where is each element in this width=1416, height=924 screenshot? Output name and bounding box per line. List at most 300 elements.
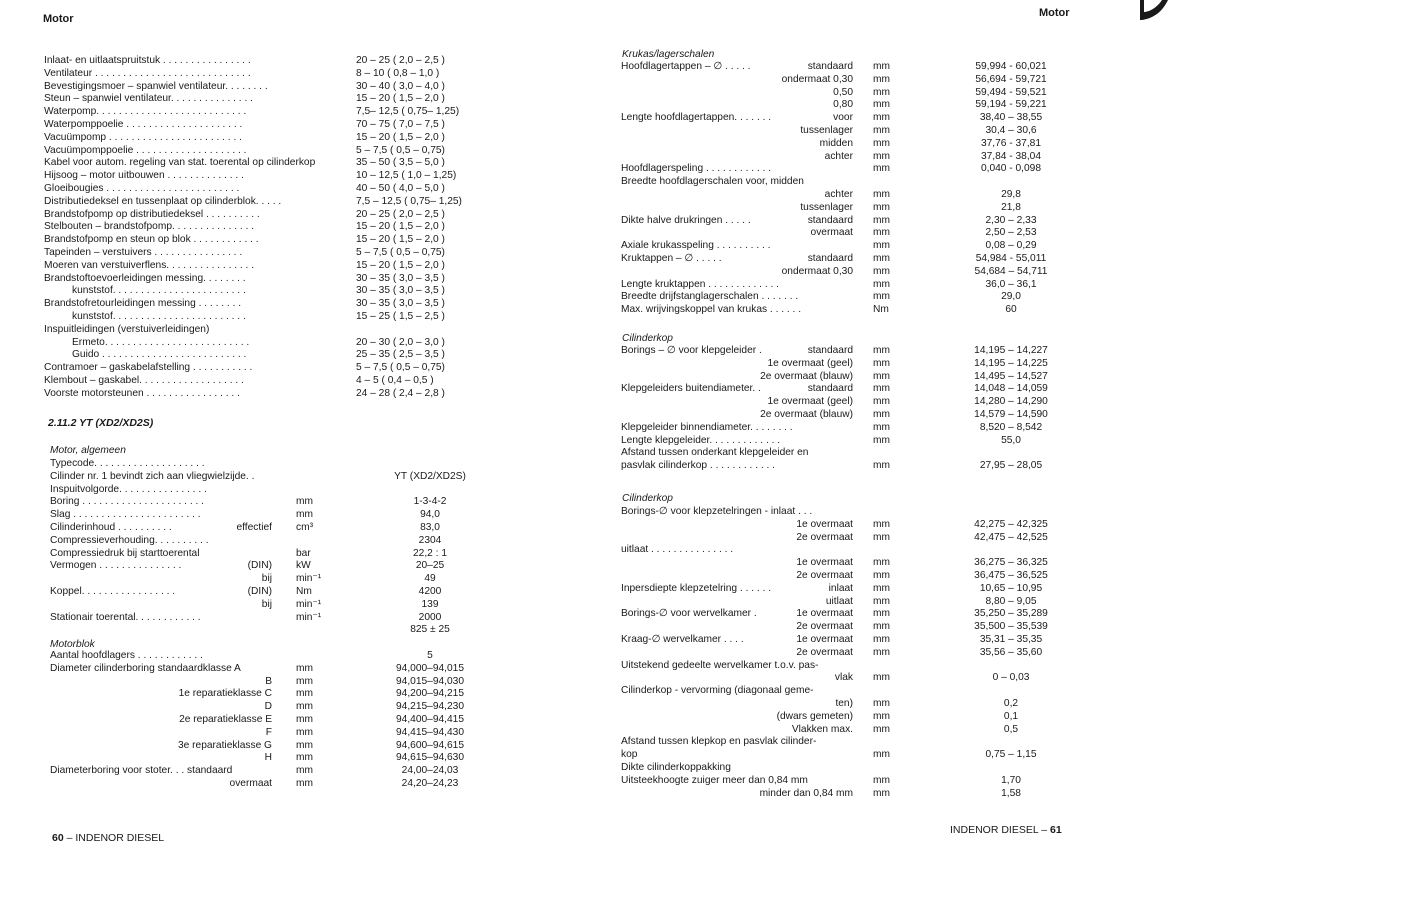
row-sublabel: H (264, 752, 272, 764)
row-label: Dikte cilinderkoppakking (621, 761, 731, 773)
row-unit: mm (296, 688, 313, 700)
row-value: 24 – 28 ( 2,4 – 2,8 ) (356, 387, 445, 399)
row-unit: mm (873, 383, 890, 395)
table-row (44, 209, 504, 222)
table-row (44, 349, 504, 362)
table-row (50, 548, 480, 561)
row-value: 10 – 12,5 ( 1,0 – 1,25) (356, 170, 457, 182)
row-unit: mm (873, 240, 890, 252)
right-page-header: Motor (1039, 7, 1070, 19)
row-label: Guido . . . . . . . . . . . . . . . . . . . . . . . . . . (72, 349, 247, 361)
row-sublabel: uitlaat (825, 595, 853, 607)
row-unit: mm (873, 608, 890, 620)
row-unit: kW (296, 560, 311, 572)
row-value: 35,56 – 35,60 (979, 646, 1043, 658)
table-row (621, 435, 1041, 448)
row-unit: mm (296, 713, 313, 725)
table-row (621, 202, 1041, 215)
table-row (50, 765, 480, 778)
table-row (44, 247, 504, 260)
row-label: Afstand tussen onderkant klepgeleider en (621, 447, 809, 459)
row-sublabel: voor (833, 112, 853, 124)
row-value: 30,4 – 30,6 (985, 124, 1037, 136)
row-value: 139 (421, 598, 439, 610)
table-row (621, 736, 1041, 749)
row-value: 29,8 (1001, 188, 1021, 200)
row-sublabel: 0,50 (833, 86, 853, 98)
cilinderkop-2-table (621, 506, 1048, 800)
row-value: 24,20–24,23 (401, 777, 459, 789)
row-unit: mm (296, 509, 313, 521)
row-label: Klepgeleider binnendiameter. . . . . . . . (621, 421, 793, 433)
table-row (50, 471, 480, 484)
table-row (44, 311, 504, 324)
table-row (44, 132, 504, 145)
row-value: 8 – 10 ( 0,8 – 1,0 ) (356, 67, 440, 79)
row-value: 0,5 (1003, 723, 1019, 735)
row-value: 37,76 - 37,81 (980, 137, 1042, 149)
table-row (50, 586, 480, 599)
row-unit: mm (873, 557, 890, 569)
table-row (50, 663, 480, 676)
row-unit: mm (873, 188, 890, 200)
row-value: 14,280 – 14,290 (974, 396, 1048, 408)
row-label: Brandstofpomp en steun op blok . . . . . . . . . . . . (44, 234, 259, 246)
row-value: 49 (424, 573, 436, 585)
row-label: Hoofdlagertappen – ∅ . . . . . (621, 61, 751, 72)
row-value: 30 – 40 ( 3,0 – 4,0 ) (356, 80, 445, 92)
table-row (44, 285, 504, 298)
row-sublabel: 2e overmaat (796, 621, 853, 633)
row-value: 30 – 35 ( 3,0 – 3,5 ) (356, 298, 445, 310)
table-row (621, 608, 1048, 621)
row-value: 54,684 – 54,711 (974, 265, 1048, 277)
row-label: Moeren van verstuiverflens. . . . . . . . . . . . . . . . (44, 259, 255, 271)
row-label: Tapeinden – verstuivers . . . . . . . . . . . . . . . . (44, 246, 243, 258)
cilinderkop-1-title: Cilinderkop (622, 333, 673, 344)
table-row (50, 727, 480, 740)
right-footer-text: INDENOR DIESEL – (950, 824, 1048, 836)
row-sublabel: 1e overmaat (geel) (767, 357, 853, 369)
motorblok-title: Motorblok (50, 639, 95, 650)
row-unit: mm (873, 723, 890, 735)
table-row (44, 324, 504, 337)
table-row (50, 535, 480, 548)
table-row (621, 99, 1047, 112)
row-label: Bevestigingsmoer – spanwiel ventilateur. . . . . . . . (44, 80, 268, 92)
table-row (621, 621, 1048, 634)
row-value: 0,2 (1003, 697, 1019, 709)
row-label: Compressiedruk bij starttoerental (50, 547, 200, 559)
row-sublabel: effectief (236, 521, 272, 533)
table-row (44, 145, 504, 158)
table-row (621, 291, 1041, 304)
table-row (44, 375, 504, 388)
row-value: 59,194 - 59,221 (975, 99, 1047, 111)
row-label: Diameter cilinderboring standaardklasse A (50, 662, 241, 674)
row-sublabel: achter (824, 150, 853, 162)
row-label: Steun – spanwiel ventilateur. . . . . . . . . . . . . . . (44, 93, 253, 105)
row-label: Breedte hoofdlagerschalen voor, midden (621, 176, 804, 188)
section-title: 2.11.2 YT (XD2/XD2S) (48, 417, 154, 429)
row-label: uitlaat . . . . . . . . . . . . . . . (621, 544, 734, 556)
table-row (621, 370, 1048, 384)
row-label: kunststof. . . . . . . . . . . . . . . . . . . . . . . . (72, 285, 246, 297)
row-label: Kraag-∅ wervelkamer . . . . (621, 633, 744, 645)
row-value: 35,250 – 35,289 (974, 608, 1048, 620)
row-label: Inspuitleidingen (verstuiverleidingen) (44, 323, 210, 335)
left-footer (52, 832, 164, 844)
row-sublabel: standaard (807, 345, 853, 356)
row-label: Distributiedeksel en tussenplaat op cilinderblok. . . . . (44, 195, 282, 207)
table-row (621, 724, 1041, 737)
table-row (621, 544, 1041, 557)
row-unit: mm (873, 370, 890, 382)
row-label: Lengte klepgeleider. . . . . . . . . . . . . (621, 434, 781, 446)
table-row (621, 634, 1041, 647)
table-row (621, 762, 1041, 775)
table-row (44, 106, 504, 119)
table-row (621, 86, 1047, 100)
row-value: 30 – 35 ( 3,0 – 3,5 ) (356, 272, 445, 284)
table-row (621, 227, 1041, 240)
row-unit: mm (296, 662, 313, 674)
table-row (44, 183, 504, 196)
row-label: Contramoer – gaskabelafstelling . . . . . . . . . . . (44, 362, 253, 374)
row-sublabel: 1e overmaat (geel) (767, 396, 853, 408)
table-row (621, 252, 1047, 266)
row-label: Uitstekend gedeelte wervelkamer t.o.v. pas- (621, 659, 819, 671)
table-row (50, 612, 480, 625)
table-row (44, 170, 504, 183)
table-row (50, 676, 480, 689)
row-value: 94,400–94,415 (396, 713, 464, 725)
row-value: 825 ± 25 (410, 624, 450, 636)
row-value: 15 – 20 ( 1,5 – 2,0 ) (356, 259, 445, 271)
row-sublabel: 2e reparatieklasse E (179, 713, 272, 725)
row-unit: mm (873, 163, 890, 175)
row-label: Brandstoftoevoerleidingen messing. . . . . . . . (44, 272, 246, 284)
row-sublabel: 0,80 (833, 99, 853, 111)
row-value: 94,615–94,630 (396, 752, 464, 764)
row-sublabel: tussenlager (800, 124, 853, 136)
row-unit: mm (873, 595, 890, 607)
row-value: 8,520 – 8,542 (979, 421, 1043, 433)
row-sublabel: overmaat (229, 777, 272, 789)
row-unit: Nm (296, 585, 312, 597)
table-row (621, 518, 1048, 532)
row-label: Typecode. . . . . . . . . . . . . . . . . . . . (50, 458, 205, 469)
row-value: 0,08 – 0,29 (985, 240, 1037, 252)
table-row (621, 61, 1047, 74)
row-value: 94,600–94,615 (396, 739, 464, 751)
row-unit: mm (873, 518, 890, 530)
row-value: 56,694 - 59,721 (975, 73, 1047, 85)
row-label: Kabel voor autom. regeling van stat. toerental op cilinderkop (44, 157, 316, 169)
row-value: 0,75 – 1,15 (985, 749, 1037, 761)
row-value: 22,2 : 1 (413, 547, 447, 559)
row-value: 5 (427, 650, 433, 661)
row-unit: mm (873, 278, 890, 290)
table-row (621, 647, 1041, 660)
row-unit: mm (296, 726, 313, 738)
row-value: 15 – 20 ( 1,5 – 2,0 ) (356, 234, 445, 246)
left-footer-text: – INDENOR DIESEL (66, 832, 165, 844)
row-label: Breedte drijfstanglagerschalen . . . . . . . (621, 291, 799, 303)
table-row (621, 569, 1048, 583)
row-label: Koppel. . . . . . . . . . . . . . . . . (50, 585, 176, 597)
row-value: 20 – 25 ( 2,0 – 2,5 ) (356, 208, 445, 220)
row-value: 7,5 – 12,5 ( 0,75– 1,25) (356, 195, 462, 207)
row-sublabel: 2e overmaat (blauw) (760, 408, 853, 420)
row-sublabel: standaard (807, 252, 853, 264)
row-label: Inspuitvolgorde. . . . . . . . . . . . . . . . (50, 483, 207, 495)
row-value: 14,195 – 14,227 (974, 345, 1048, 356)
table-row (621, 345, 1048, 358)
row-unit: mm (873, 569, 890, 581)
row-label: Hijsoog – motor uitbouwen . . . . . . . . . . . . . . (44, 170, 244, 182)
row-sublabel: vlak (834, 672, 853, 684)
row-unit: mm (873, 214, 890, 226)
row-unit: mm (873, 150, 890, 162)
row-unit: mm (873, 672, 890, 684)
row-unit: mm (873, 621, 890, 633)
row-value: 2000 (418, 611, 442, 623)
row-unit: mm (873, 460, 890, 472)
table-row (50, 688, 480, 701)
row-value: YT (XD2/XD2S) (394, 470, 466, 482)
table-row (621, 357, 1048, 371)
row-value: 40 – 50 ( 4,0 – 5,0 ) (356, 182, 445, 194)
table-row (44, 362, 504, 375)
table-row (44, 388, 504, 401)
torque-table (44, 55, 504, 401)
row-value: 8,80 – 9,05 (985, 595, 1037, 607)
table-row (621, 596, 1041, 609)
table-row (50, 509, 480, 522)
row-label: Lengte kruktappen . . . . . . . . . . . . . (621, 278, 779, 290)
table-row (621, 151, 1041, 164)
table-row (44, 260, 504, 273)
table-row (621, 788, 1041, 801)
row-value: 1-3-4-2 (413, 496, 447, 508)
row-sublabel: B (265, 675, 272, 687)
row-label: Hoofdlagerspeling . . . . . . . . . . . . (621, 163, 772, 175)
row-sublabel: ten) (835, 697, 853, 709)
row-value: 94,000–94,015 (396, 662, 464, 674)
row-label: Brandstofretourleidingen messing . . . . . . . . (44, 298, 242, 310)
row-unit: mm (873, 201, 890, 213)
row-sublabel: 2e overmaat (796, 569, 853, 581)
table-row (50, 522, 480, 535)
row-unit: mm (873, 252, 890, 264)
row-unit: mm (296, 496, 313, 508)
row-value: 15 – 20 ( 1,5 – 2,0 ) (356, 93, 445, 105)
row-sublabel: 2e overmaat (796, 531, 853, 543)
table-row (621, 125, 1041, 138)
row-sublabel: 1e overmaat (796, 518, 853, 530)
row-label: Borings-∅ voor wervelkamer . (621, 608, 757, 620)
row-unit: mm (296, 752, 313, 764)
row-label: Waterpomppoelie . . . . . . . . . . . . . . . . . . . . . (44, 118, 243, 130)
motor-general-table (50, 458, 480, 637)
row-value: 83,0 (420, 521, 440, 533)
row-sublabel: standaard (807, 383, 853, 395)
row-value: 5 – 7,5 ( 0,5 – 0,75) (356, 362, 445, 374)
row-label: Brandstofpomp op distributiedeksel . . . . . . . . . . (44, 208, 260, 220)
row-label: Aantal hoofdlagers . . . . . . . . . . . . (50, 650, 203, 661)
row-label: Kruktappen – ∅ . . . . . (621, 252, 722, 264)
row-value: 4200 (418, 585, 442, 597)
row-value: 29,0 (1001, 291, 1021, 303)
row-value: 2,50 – 2,53 (985, 227, 1037, 239)
row-value: 36,0 – 36,1 (985, 278, 1037, 290)
row-unit: mm (873, 749, 890, 761)
table-row (621, 215, 1041, 228)
table-row (621, 279, 1041, 292)
row-unit: mm (873, 697, 890, 709)
row-label: Vermogen . . . . . . . . . . . . . . . (50, 560, 182, 572)
row-unit: mm (873, 774, 890, 786)
row-value: 42,275 – 42,325 (974, 518, 1048, 530)
row-value: 30 – 35 ( 3,0 – 3,5 ) (356, 285, 445, 297)
table-row (621, 189, 1041, 202)
table-row (44, 273, 504, 286)
row-unit: mm (873, 421, 890, 433)
row-sublabel: (DIN) (247, 560, 272, 572)
row-label: Borings-∅ voor klepzetelringen - inlaat . . . (621, 506, 813, 517)
table-row (50, 599, 480, 612)
row-sublabel: standaard (807, 214, 853, 226)
table-row (50, 496, 480, 509)
table-row (44, 234, 504, 247)
table-row (621, 460, 1041, 473)
krukas-table (621, 61, 1048, 317)
row-unit: mm (873, 137, 890, 149)
row-label: Stationair toerental. . . . . . . . . . . . (50, 611, 201, 623)
row-unit: min⁻¹ (296, 598, 322, 610)
row-value: 15 – 20 ( 1,5 – 2,0 ) (356, 221, 445, 233)
row-unit: mm (873, 408, 890, 420)
row-sublabel: (DIN) (247, 585, 272, 597)
row-unit: mm (873, 227, 890, 239)
row-value: 36,275 – 36,325 (974, 557, 1048, 569)
row-label: Vacuümpomp . . . . . . . . . . . . . . . . . . . . . . . . (44, 131, 242, 143)
row-label: Diameterboring voor stoter. . . standaard (50, 765, 233, 777)
row-unit: mm (296, 739, 313, 751)
table-row (44, 93, 504, 106)
row-value: 0,040 - 0,098 (980, 163, 1042, 175)
row-sublabel: inlaat (828, 582, 853, 594)
left-page-header: Motor (43, 13, 74, 25)
table-row (44, 196, 504, 209)
row-sublabel: midden (819, 137, 853, 149)
row-unit: mm (873, 710, 890, 722)
row-label: Vacuümpomppoelie . . . . . . . . . . . . . . . . . . . . (44, 144, 247, 156)
row-unit: mm (873, 633, 890, 645)
table-row (44, 337, 504, 350)
table-row (621, 396, 1048, 409)
table-row (621, 531, 1048, 545)
row-value: 59,494 - 59,521 (975, 86, 1047, 98)
row-value: 10,65 – 10,95 (979, 582, 1043, 594)
row-label: Gloeibougies . . . . . . . . . . . . . . . . . . . . . . . . (44, 182, 240, 194)
table-row (44, 157, 504, 170)
row-label: Axiale krukasspeling . . . . . . . . . . (621, 240, 771, 252)
row-unit: cm³ (296, 521, 313, 533)
row-label: Ermeto. . . . . . . . . . . . . . . . . . . . . . . . . . (72, 336, 250, 348)
row-unit: mm (873, 582, 890, 594)
table-row (50, 778, 480, 791)
row-value: 2304 (418, 534, 442, 546)
table-row (50, 484, 480, 497)
table-row (621, 775, 1041, 788)
row-label: kop (621, 749, 638, 761)
row-unit: mm (873, 787, 890, 799)
row-unit: mm (873, 396, 890, 408)
table-row (621, 711, 1041, 724)
table-row (621, 506, 1041, 519)
row-unit: mm (873, 345, 890, 356)
table-row (621, 383, 1048, 396)
row-label: Max. wrijvingskoppel van krukas . . . . . . (621, 304, 802, 316)
row-unit: bar (296, 547, 311, 559)
row-value: 35 – 50 ( 3,5 – 5,0 ) (356, 157, 445, 169)
row-label: Slag . . . . . . . . . . . . . . . . . . . . . . . (50, 509, 201, 521)
row-unit: mm (873, 434, 890, 446)
row-sublabel: 1e overmaat (796, 608, 853, 620)
row-label: Inlaat- en uitlaatspruitstuk . . . . . . . . . . . . . . . . (44, 55, 251, 66)
row-value: 54,984 - 55,011 (975, 252, 1047, 264)
table-row (44, 55, 504, 68)
brand-mark-icon (1134, 0, 1184, 22)
table-row (50, 458, 480, 471)
row-value: 1,70 (1001, 774, 1021, 786)
row-value: 94,215–94,230 (396, 701, 464, 713)
row-sublabel: overmaat (810, 227, 853, 239)
row-sublabel: minder dan 0,84 mm (759, 787, 853, 799)
motorblok-table (50, 650, 480, 791)
row-unit: Nm (873, 304, 889, 316)
row-sublabel: 1e overmaat (796, 557, 853, 569)
table-row (621, 660, 1041, 673)
row-unit: mm (296, 675, 313, 687)
table-row (44, 68, 504, 81)
row-label: Borings – ∅ voor klepgeleider . (621, 345, 762, 356)
row-unit: mm (873, 73, 890, 85)
row-sublabel: D (264, 701, 272, 713)
table-row (621, 698, 1041, 711)
table-row (621, 685, 1041, 698)
row-label: Compressieverhouding. . . . . . . . . . (50, 534, 209, 546)
row-value: 37,84 - 38,04 (980, 150, 1042, 162)
table-row (621, 112, 1041, 125)
right-page-number: 61 (1049, 824, 1062, 836)
table-row (621, 583, 1041, 596)
table-row (621, 138, 1041, 151)
table-row (621, 557, 1048, 570)
row-value: 94,200–94,215 (396, 688, 464, 700)
row-unit: mm (296, 777, 313, 789)
table-row (50, 752, 480, 765)
table-row (621, 163, 1041, 176)
row-unit: mm (873, 265, 890, 277)
row-label: Inpersdiepte klepzetelring . . . . . . (621, 582, 772, 594)
row-sublabel: achter (824, 188, 853, 200)
row-label: kunststof. . . . . . . . . . . . . . . . . . . . . . . . (72, 310, 246, 322)
row-sublabel: tussenlager (800, 201, 853, 213)
row-value: 1,58 (1001, 787, 1021, 799)
